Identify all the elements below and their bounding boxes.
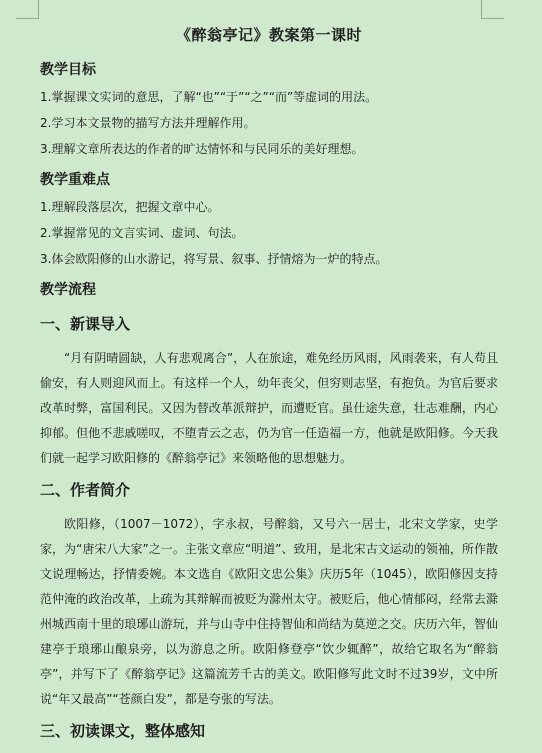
page-corner-mark-left (16, 0, 39, 19)
document-page (40, 24, 498, 753)
keypoints-heading: 教学重难点 (40, 172, 110, 188)
goals-heading: 教学目标 (40, 62, 96, 78)
document-title: 《醉翁亭记》教案第一课时 (175, 26, 362, 44)
intro-paragraph: “月有阴晴圆缺，人有悲观离合”，人在旅途，难免经历风雨，风雨袭来，有人苟且偷安，有人则迎风而上。有这样一个人，幼年丧父，但穷则志坚，有抱负。为官后要求改革时弊，富国利民。又因为替改革派辩护，而遭贬官。虽仕途失意，壮志难酬，内心抑郁。但他不悲戚嗟叹，不堕青云之志，仍为官一任造福一方，他就是欧阳修。今天我们就一起学习欧阳修的《醉翁亭记》来领略他的思想魅力。 (40, 351, 498, 465)
author-paragraph: 欧阳修，（1007－1072），字永叔，号醉翁，又号六一居士，北宋文学家，史学家，为“唐宋八大家”之一。主张文章应“明道”、致用，是北宋古文运动的领袖，所作散文说理畅达，抒情委婉。本文选自《欧阳文忠公集》庆历5年（1045），欧阳修因支持范仲淹的政治改革，上疏为其辩解而被贬为滁州太守。被贬后，他心情郁闷，经常去滁州城西南十里的琅琊山游玩，并与山寺中住持智仙和尚结为莫逆之交。庆历六年，智仙建亭于琅琊山酿泉旁，以为游息之所。欧阳修登亭“饮少辄醉”，故给它取名为“醉翁亭”，并写下了《醉翁亭记》这篇流芳千古的美文。欧阳修写此文时不过39岁，文中所说“年又最高”“苍颜白发”，都是夸张的写法。 (40, 517, 498, 706)
process-heading: 教学流程 (40, 282, 96, 298)
page-corner-mark-right (481, 0, 504, 19)
goal-item: 1.掌握课文实词的意思，了解“也”“于”“之”“而”等虚词的用法。 (40, 90, 378, 104)
section-heading-reading: 三、初读课文，整体感知 (40, 722, 206, 740)
section-heading-intro: 一、新课导入 (40, 315, 131, 333)
section-heading-author: 二、作者简介 (40, 481, 131, 499)
keypoint-item: 1.理解段落层次，把握文章中心。 (40, 200, 220, 214)
goal-item: 2.学习本文景物的描写方法并理解作用。 (40, 116, 256, 130)
keypoint-item: 3.体会欧阳修的山水游记，将写景、叙事、抒情熔为一炉的特点。 (40, 252, 388, 266)
keypoint-item: 2.掌握常见的文言实词、虚词、句法。 (40, 226, 244, 240)
goal-item: 3.理解文章所表达的作者的旷达情怀和与民同乐的美好理想。 (40, 142, 364, 156)
